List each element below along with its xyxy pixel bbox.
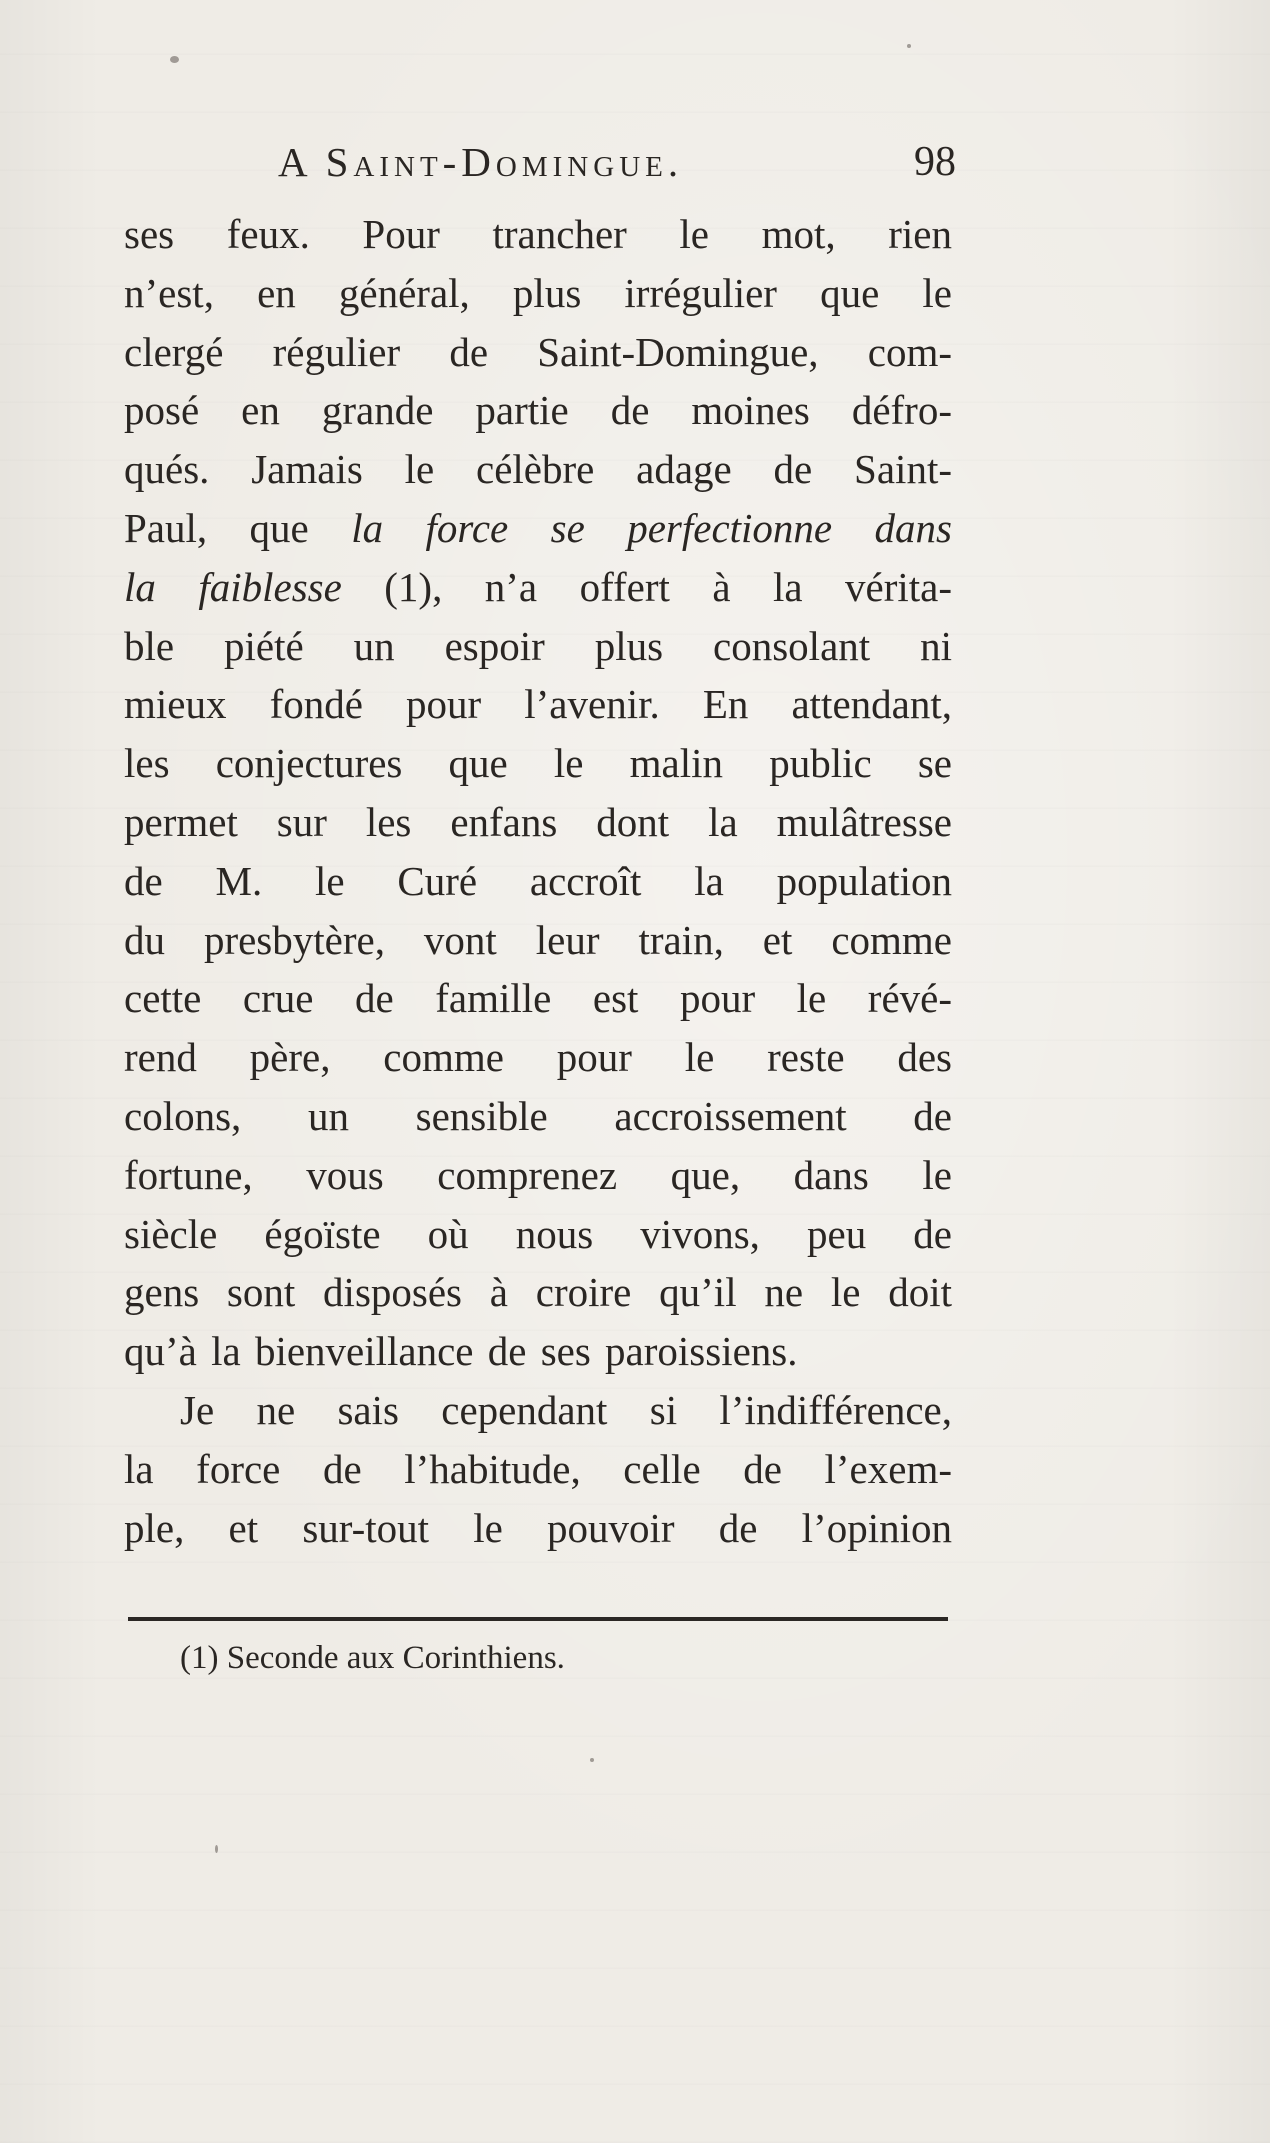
text-line: de M. le Curé accroît la population: [124, 857, 952, 904]
ink-speck: [215, 1845, 218, 1853]
text-line: ble piété un espoir plus consolant ni: [124, 622, 952, 669]
text-segment: (1), n’a offert à la vérita-: [341, 563, 952, 610]
italic-quotation: la faiblesse: [124, 563, 342, 610]
text-line: clergé régulier de Saint-Domingue, com-: [124, 328, 952, 375]
text-line: les conjectures que le malin public se: [124, 740, 952, 787]
text-line: rend père, comme pour le reste des: [124, 1034, 952, 1081]
text-line: la force de l’habitude, celle de l’exem-: [124, 1445, 952, 1492]
text-line: qu’à la bienveillance de ses paroissiens.: [124, 1328, 798, 1375]
italic-quotation: la force se perfectionne dans: [351, 504, 953, 551]
text-line: [124, 558, 952, 617]
text-line: mieux fondé pour l’avenir. En attendant,: [124, 681, 952, 728]
ink-speck: [170, 56, 179, 63]
body-text: [124, 205, 952, 1557]
text-line: [124, 499, 952, 558]
ink-speck: [590, 1758, 594, 1762]
text-line: gens sont disposés à croire qu’il ne le doit: [124, 1269, 952, 1316]
text-segment: Paul, que: [124, 504, 309, 551]
ink-speck: [907, 44, 911, 48]
running-head: [128, 138, 956, 198]
footnote: (1) Seconde aux Corinthiens.: [180, 1640, 565, 1676]
text-line: qués. Jamais le célèbre adage de Saint-: [124, 446, 952, 493]
page-number: 98: [914, 139, 956, 185]
running-title: A Saint-Domingue.: [278, 139, 684, 185]
text-line: n’est, en général, plus irrégulier que le: [124, 269, 952, 316]
text-line: siècle égoïste où nous vivons, peu de: [124, 1210, 952, 1257]
footnote-rule: [128, 1617, 948, 1621]
text-line: ses feux. Pour trancher le mot, rien: [124, 211, 952, 257]
text-line: du presbytère, vont leur train, et comme: [124, 916, 952, 963]
text-line: ple, et sur-tout le pouvoir de l’opinion: [124, 1504, 952, 1551]
text-line: Je ne sais cependant si l’indifférence,: [180, 1386, 952, 1433]
text-line: fortune, vous comprenez que, dans le: [124, 1151, 952, 1198]
text-line: colons, un sensible accroissement de: [124, 1092, 952, 1139]
text-line: cette crue de famille est pour le révé-: [124, 975, 952, 1022]
text-line: posé en grande partie de moines défro-: [124, 387, 952, 434]
text-line: permet sur les enfans dont la mulâtresse: [124, 798, 952, 845]
